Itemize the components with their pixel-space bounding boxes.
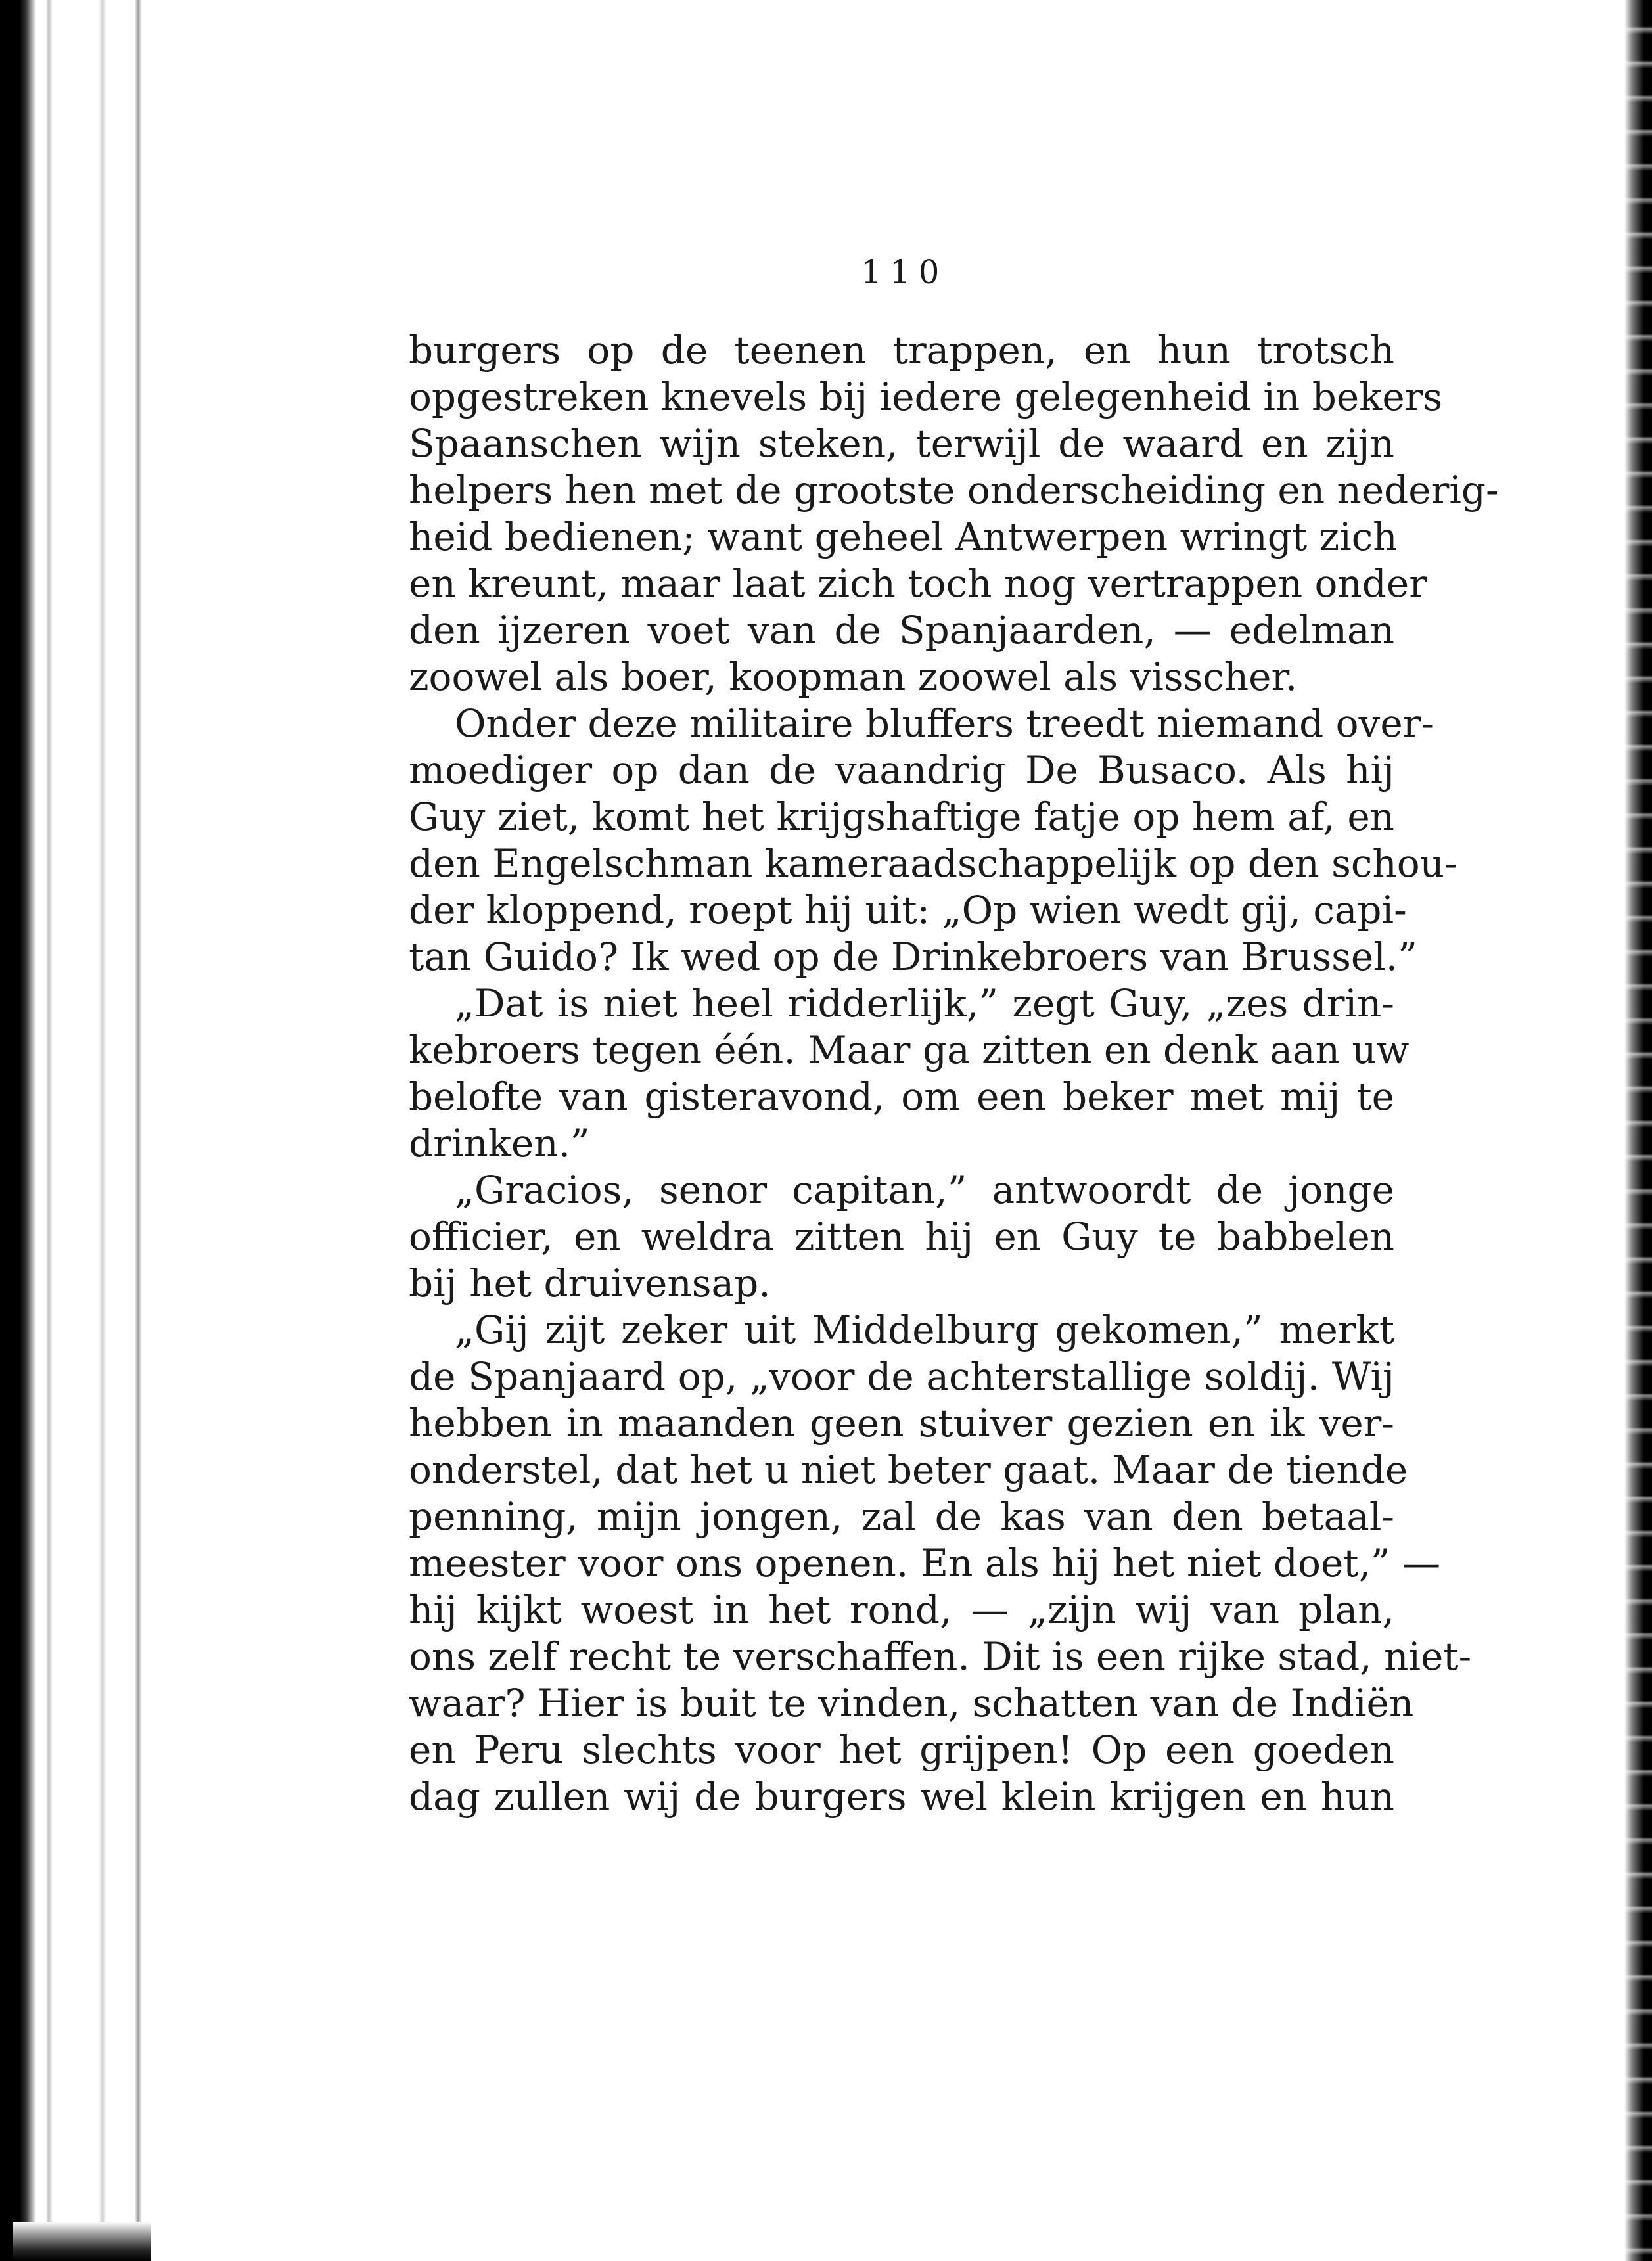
text-line: belofte van gisteravond, om een beker met mij te: [409, 1074, 1394, 1119]
scan-left-edge: [0, 0, 151, 2261]
text-line: den ijzeren voet van de Spanjaarden, — edelman: [409, 608, 1394, 652]
page-number: 110: [861, 253, 948, 291]
text-line: dag zullen wij de burgers wel klein krijgen en hun: [409, 1774, 1394, 1819]
text-line: onderstel, dat het u niet beter gaat. Maar de tiende: [409, 1448, 1408, 1492]
text-line: tan Guido? Ik wed op de Drinkebroers van Brussel.”: [409, 934, 1417, 979]
text-line: zoowel als boer, koopman zoowel als visscher.: [409, 654, 1298, 699]
text-line: en Peru slechts voor het grijpen! Op een goeden: [409, 1727, 1394, 1772]
text-line: den Engelschman kameraadschappelijk op den schou-: [409, 841, 1457, 886]
body-text: [409, 327, 1499, 1820]
text-line: burgers op de teenen trappen, en hun trotsch: [409, 328, 1394, 373]
text-line: helpers hen met de grootste onderscheiding en nederig-: [409, 468, 1499, 513]
text-line: en kreunt, maar laat zich toch nog vertrappen onder: [409, 561, 1427, 606]
text-line: „Dat is niet heel ridderlijk,” zegt Guy, „zes drin-: [455, 981, 1394, 1026]
text-line: ons zelf recht te verschaffen. Dit is een rijke stad, niet-: [409, 1634, 1472, 1679]
text-line: bij het druivensap.: [409, 1261, 771, 1306]
text-line: kebroers tegen één. Maar ga zitten en denk aan uw: [409, 1028, 1410, 1072]
text-line: der kloppend, roept hij uit: „Op wien wedt gij, capi-: [409, 888, 1407, 932]
text-line: Onder deze militaire bluffers treedt niemand over-: [455, 701, 1434, 746]
text-line: Spaanschen wijn steken, terwijl de waard en zijn: [409, 421, 1394, 466]
text-line: opgestreken knevels bij iedere gelegenheid in bekers: [409, 375, 1443, 419]
text-line: heid bedienen; want geheel Antwerpen wringt zich: [409, 514, 1398, 559]
text-line: officier, en weldra zitten hij en Guy te babbelen: [409, 1214, 1394, 1259]
text-line: hebben in maanden geen stuiver gezien en ik ver-: [409, 1401, 1394, 1446]
text-line: meester voor ons openen. En als hij het niet doet,” —: [409, 1541, 1441, 1586]
text-line: „Gij zijt zeker uit Middelburg gekomen,” merkt: [455, 1308, 1394, 1352]
text-line: moediger op dan de vaandrig De Busaco. Als hij: [409, 748, 1394, 792]
scan-right-edge: [1606, 0, 1652, 2261]
text-line: de Spanjaard op, „voor de achterstallige soldij. Wij: [409, 1354, 1394, 1399]
text-line: Guy ziet, komt het krijgshaftige fatje op hem af, en: [409, 794, 1394, 839]
text-line: drinken.”: [409, 1121, 590, 1166]
text-line: penning, mijn jongen, zal de kas van den betaal-: [409, 1494, 1394, 1539]
text-line: waar? Hier is buit te vinden, schatten van de Indiën: [409, 1681, 1414, 1725]
text-line: hij kijkt woest in het rond, — „zijn wij van plan,: [409, 1587, 1394, 1632]
text-line: „Gracios, senor capitan,” antwoordt de jonge: [455, 1168, 1394, 1212]
